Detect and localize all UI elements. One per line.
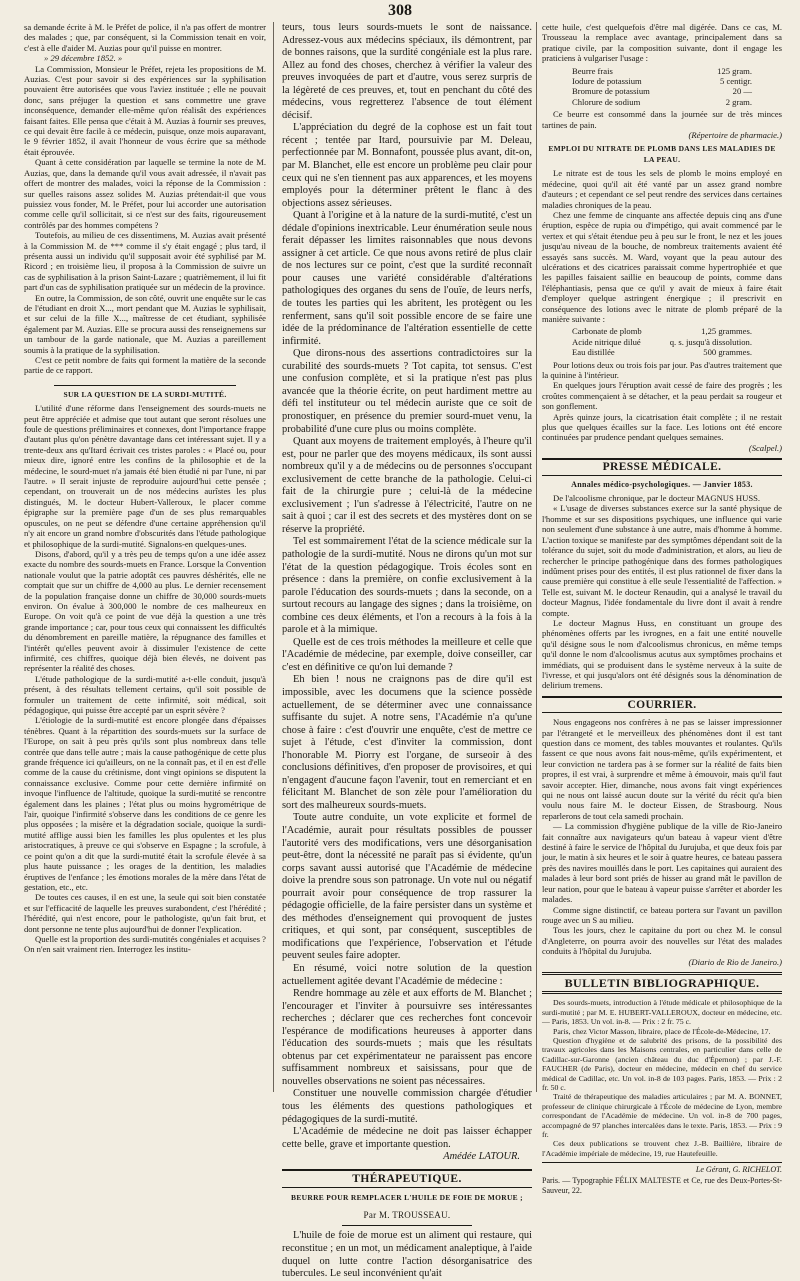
paragraph: La Commission, Monsieur le Préfet, rejeta les propositions de M. Auzias. C'est pour savoir si des expériences sur la syphilisation pouvaient être autorisées que vous l'aviez instituée ; elle ne pouvait donc, sans préjuger la question et sans commettre une grave inconséquence, demander elle-même qu'on réalisât des expériences faisant faites. Elle pensa que c'était à M. Auzias à fournir ses preuves, ce qui devait être facile à ce médecin, puisque, onze mois auparavant, le 9 février 1852, il avait l'honneur de vous écrire que sa méthode était éprouvée. xyxy=(24,63,266,157)
page-number: 308 xyxy=(388,2,412,19)
section-divider xyxy=(342,1225,472,1226)
paragraph: Le docteur Magnus Huss, en constituant un groupe des phénomènes offerts par les ivrognes, en a fait une entité nouvelle qu'il désigne sous le nom d'alcoolismus chronicus, en même temps qu'il donne le nom d'alcoolismus acutus aux symptômes prochains et immédiats, qui se produisent dans le système nerveux à la suite de l'ivresse, et qui jusqu'alors ont été désignés sous la dénomination de delirium tremens. xyxy=(542,617,782,691)
section-heading: EMPLOI DU NITRATE DE PLOMB DANS LES MALADIES DE LA PEAU. xyxy=(548,144,776,164)
source-citation: (Scalpel.) xyxy=(748,442,782,453)
paragraph: C'est ce petit nombre de faits qui forment la matière de la seconde partie de ce rapport. xyxy=(24,355,266,376)
paragraph: Quelle est de ces trois méthodes la meilleure et celle que l'Académie de médecine, par exemple, doive conseiller, car c'est en définitive ce qu'on lui demande ? xyxy=(282,636,532,673)
paragraph: Nous engageons nos confrères à ne pas se laisser impressionner par l'étrangeté et le merveilleux des phénomènes dont il est tant question dans ce moment, des tables mouvantes et roulantes. Qu'ils fassent ce que nous avons fait nous-même, qu'ils expérimentent, et leur conviction ne tardera pas à se former sur la réalité de faits bien propres, il est vrai, à surprendre et même à émouvoir, mais qu'il faut savoir accepter. Hier, dimanche, nous avons fait vingt expériences qui ne nous ont laissé aucun doute sur la vérité du récit qu'a bien voulu nous faire M. le docteur Eissen, de Strasbourg. Nous reparlerons de tout cela samedi prochain. xyxy=(542,717,782,821)
ingredient-quantity: 500 grammes. xyxy=(703,347,752,358)
paragraph: cette huile, c'est quelquefois d'être mal digérée. Dans ce cas, M. Trousseau la remplace avec avantage, principalement dans sa pratique civile, par la composition suivante, dont il engage les praticiens à vulgariser l'usage : xyxy=(542,22,782,64)
ingredient-quantity: q. s. jusqu'à dissolution. xyxy=(669,336,752,347)
ingredient-name: Carbonate de plomb xyxy=(572,326,642,337)
ingredient-quantity: 125 gram. xyxy=(717,65,752,76)
recipe-item xyxy=(572,326,752,336)
paragraph: En résumé, voici notre solution de la question actuellement agitée devant l'Académie de médecine : xyxy=(282,963,532,987)
paragraph: Eh bien ! nous ne craignons pas de dire qu'il est impossible, avec les documens que la science possède actuellement, de se déterminer avec une connaissance suffisante du sujet. A notre sens, l'Académie n'a qu'une chose à faire : c'est d'ouvrir une enquête, c'est de mettre ce sujet à l'étude, c'est d'inviter la commission, dont l'honorable M. Piorry est l'organe, de surseoir à des conclusions définitives, d'en proposer de provisoires, et qui n'engagent d'aucune façon l'avenir, tout en remerciant et en félicitant M. Blanchet de son zèle pour l'amélioration du sort des malheureux sourds-muets. xyxy=(282,674,532,811)
column-right xyxy=(542,22,782,1196)
ingredient-quantity: 5 centigr. xyxy=(720,76,752,87)
paragraph: « L'usage de diverses substances exerce sur la santé physique de l'homme et sur ses dispositions psychiques, une influence qui varie non seulement d'une substance à une autre, mais d'homme à homme. L'action toxique se manifeste par des symptômes dépendant soit de la tolérance du sujet, soit du mode d'administration, et alors, au lieu de rechercher le principe pathogénique dans des formes pathologiques indûment prises pour des entités, il est plus rationnel de fixer dans la cause première qui constitue à elle seule l'essentialité de l'affection. » Telle est, suivant M. le docteur Renaudin, qui a analysé le travail du docteur Magnus, l'idée fondamentale du livre dont il avait à rendre compte. xyxy=(542,503,782,618)
paragraph: Quelle est la proportion des surdi-mutités congéniales et acquises ? On n'en sait vraiment rien. Interrogez les institu- xyxy=(24,933,266,955)
section-divider xyxy=(54,379,236,386)
recipe-list xyxy=(572,66,782,108)
letter-date: » 29 décembre 1852. » xyxy=(44,53,123,64)
section-heading: THÉRAPEUTIQUE. xyxy=(282,1169,532,1189)
recipe-item xyxy=(572,86,752,96)
paragraph: Quant à cette considération par laquelle se termine la note de M. Auzias, que, dans la demande qu'il vous avait adressée, il n'avait pas offert de montrer des malades, voici la réponse de la Commission : sur quelles raisons assez solides M. Auzias prétendait-il que vous puissiez vous fonder, M. le Préfet, pour lui accorder une autorisation comme celle qu'il sollicitait, si ce n'est sur des faits, rigoureusement contrôlés par des hommes compétens ? xyxy=(24,157,266,230)
column-rule xyxy=(273,22,274,1092)
paragraph: Le nitrate est de tous les sels de plomb le moins employé en médecine, quoi qu'il ait été vanté par un assez grand nombre d'auteurs ; et cependant ce sel peut rendre des services dans certaines maladies chroniques de la peau. xyxy=(542,168,782,210)
paragraph: — La commission d'hygiène publique de la ville de Rio-Janeiro fait connaître aux navigateurs qu'un bateau à vapeur vient d'être destiné à faire le service de l'hôpital du Jurujuba, et que deux fois par jour, le matin à six heures et le soir à quatre heures, ce bateau passera près des navires mouillés dans le port. Les capitaines qui auraient des malades à leur bord sont priés de hisser au grand mât le pavillon de leur nation, pour que le bateau à vapeur puisse s'arrêter et aborder les malades. xyxy=(542,821,782,905)
paragraph: En outre, la Commission, de son côté, ouvrit une enquête sur le cas de l'étudiant en droit X..., mort pendant que M. Auzias le syphilisait, et sur celui de la fille X..., maîtresse de cet étudiant, syphilisée également par M. Auzias. Elle se procura aussi des renseignemens sur un tambour de la garde nationale, que M. Auzias a pareillement soumis à la pratique de la syphilisation. xyxy=(24,292,266,355)
section-heading: SUR LA QUESTION DE LA SURDI-MUTITÉ. xyxy=(63,389,227,399)
ingredient-name: Acide nitrique dilué xyxy=(572,336,641,347)
paragraph: Quant à l'origine et à la nature de la surdi-mutité, c'est un dédale d'opinions inextricable. Leur énumération seule nous ferait dépasser les limites raisonnables que nous devons assigner à cet article. Ce que nous avons retiré de plus clair de nos lectures sur ce point, c'est que la surdité reconnaît pour causes une variété considérable d'altérations pathologiques des organes du sens de l'ouïe, de leurs nerfs, de toutes les parties qui les abritent, les protègent ou les renferment, sans qu'il soit possible encore de se faire une idée de la prédominance de l'altération essentielle de cette infirmité. xyxy=(282,210,532,347)
source-citation: (Répertoire de pharmacie.) xyxy=(688,130,782,141)
managing-editor: Le Gérant, G. RICHELOT. xyxy=(695,1165,782,1175)
bibliography-entry: Traité de thérapeutique des maladies articulaires ; par M. A. BONNET, professeur de clinique chirurgicale à l'École de médecine de Lyon, membre correspondant de l'Académie de médecine. Un vol. in-8 de 700 pages, accompagné de 97 planches intercalées dans le texte. Paris, 1853. — Prix : 9 fr. xyxy=(542,1092,782,1140)
ingredient-name: Bromure de potassium xyxy=(572,86,650,97)
paragraph: Comme signe distinctif, ce bateau portera sur l'avant un pavillon rouge avec un S au milieu. xyxy=(542,904,782,925)
source-citation: (Diario de Rio de Janeiro.) xyxy=(688,956,782,967)
ingredient-name: Chlorure de sodium xyxy=(572,96,641,107)
recipe-item xyxy=(572,97,752,107)
column-rule xyxy=(536,22,537,1092)
paragraph: En quelques jours l'éruption avait cessé de faire des progrès ; les croûtes commençaient à se détacher, et la peau perdait sa rougeur et son gonflement. xyxy=(542,380,782,412)
recipe-list xyxy=(572,326,782,357)
paragraph: L'étude pathologique de la surdi-mutité a-t-elle conduit, jusqu'à présent, à des résultats tellement certains, qu'il soit possible de formuler un traitement de cette infirmité, soit médical, soit pédagogique, qui puisse être accepté par un esprit sévère ? xyxy=(24,673,266,715)
paragraph: Tous les jours, chez le capitaine du port ou chez M. le consul d'Angleterre, on pourra avoir des nouvelles sur l'état des malades conduits à l'hôpital du Jurujuba. xyxy=(542,925,782,957)
bibliography-entry: Des sourds-muets, introduction à l'étude médicale et philosophique de la surdi-mutité ; par M. E. HUBERT-VALLEROUX, docteur en médecine, etc. — Paris, 1853. Un vol. in-8. — Prix : 2 fr. 75 c. xyxy=(542,998,782,1027)
bibliography-entry: Paris, chez Victor Masson, libraire, place de l'École-de-Médecine, 17. xyxy=(553,1026,771,1036)
recipe-item xyxy=(572,337,752,347)
paragraph: L'utilité d'une réforme dans l'enseignement des sourds-muets ne peut être appréciée et admise que tout autant que seront résolues une foule de questions préliminaires et connexes, dont l'importance frappe d'autant plus qu'on pénètre davantage dans cet intéressant sujet. Il y a trente-deux ans qu'Itard écrivait ces tristes paroles : « Placé ou, pour mieux dire, ignoré entre les confins de la philosophie et de la médecine, le sourd-muet n'a jamais été bien étudié ni par l'une, ni par l'autre. » Il serait injuste de reproduire aujourd'hui cette pensée ; cependant, on trouverait un de nos médecins aurîstes les plus distingués, M. le docteur Hubert-Valleroux, le placer comme épigraphe sur la première page d'un de ses plus remarquables opuscules, on ne peut se défendre d'une certaine appréhension qu'il n'y ait encore un grand nombre d'obscurités dans l'étude pathologique et philosophique de la surdi-mutité. Signalons-en quelques-unes. xyxy=(24,403,266,549)
recipe-item xyxy=(572,66,752,76)
ingredient-name: Iodure de potassium xyxy=(572,76,642,87)
paragraph: Toutefois, au milieu de ces dissentimens, M. Auzias avait présenté à la Commission M. de *** comme il s'y était engagé ; plus tard, il présenta aussi un individu qu'il supposait avoir été syphilisé par M. Ricord ; en troisième lieu, il proposa à la Commission de suivre un cas de syphilisation à la prison Saint-Lazare ; quatrièmement, il lui fit part d'un cas de syphilisation pratiquée sur un médecin de la province. xyxy=(24,230,266,293)
paragraph: teurs, tous leurs sourds-muets le sont de naissance. Adressez-vous aux médecins spéciaux, ils démontrent, par de bonnes raisons, que la surdité congéniale est la plus rare. Allez au fond des choses, cherchez à vérifier la valeur des preuves invoquées de part et d'autre, vous serez surpris de la légèreté de ces preuves, et, tout en penchant du côté des médecins, vous regretterez l'absence de tout élément décisif. xyxy=(282,22,532,121)
bibliography xyxy=(542,998,782,1158)
recipe-item xyxy=(572,347,752,357)
article-title: BEURRE POUR REMPLACER L'HUILE DE FOIE DE MORUE ; xyxy=(291,1193,523,1203)
footer xyxy=(542,1162,782,1196)
paragraph: Rendre hommage au zèle et aux efforts de M. Blanchet ; l'encourager et l'inviter à poursuivre ses intéressantes recherches ; déclarer que ces recherches font concevoir l'espérance de modifications heureuses à apporter dans l'éducation des sourds-muets ; mais que les résultats obtenus par cet expérimentateur ne paraissent pas encore suffisamment nombreux et saisissans, pour que de nouvelles observations ne soient pas nécessaires. xyxy=(282,988,532,1087)
paragraph: Ce beurre est consommé dans la journée sur de très minces tartines de pain. xyxy=(542,109,782,130)
paragraph: L'Académie de médecine ne doit pas laisser échapper cette belle, grave et importante question. xyxy=(282,1126,532,1150)
paragraph: Pour lotions deux ou trois fois par jour. Pas d'autres traitement que la quinine à l'intérieur. xyxy=(542,359,782,380)
section-heading: BULLETIN BIBLIOGRAPHIQUE. xyxy=(542,972,782,994)
bibliography-entry: Question d'hygiène et de salubrité des prisons, de la possibilité des travaux agricoles dans les Maisons centrales, en particulier dans celle de Cadillac-sur-Garonne (ancien château du duc d'Épernon) ; par J.-F. FAUCHER (de Paris), docteur en médecine, médecin en chef du service médical de Cadillac, etc. Un vol. in-8 de 103 pages. Paris, 1853. — Prix : 2 fr. 50 c. xyxy=(542,1035,782,1092)
paragraph: Chez une femme de cinquante ans affectée depuis cinq ans d'une éruption, espèce de rupia ou d'impétigo, qui avait commencé par le vertex et qui s'était étendue peu à peu sur le front, le nez et les joues jusqu'au niveau de la bouche, de nombreux traitements avaient été essayés sans succès. M. Ward, voyant que la peau autour des ulcérations et des cicatrices paraissait comme hypertrophiée et que les papilles faisaient saillie en beaucoup de points, comme dans l'éléphantiasis, pensa que ce qu'il y avait de mieux à faire était d'employer quelque astringent énergique ; il prescrivit en conséquence des lotions avec le nitrate de plomb préparé de la manière suivante : xyxy=(542,209,782,324)
paragraph: Constituer une nouvelle commission chargée d'étudier tous les éléments des questions pathologiques et pédagogiques de la surdi-mutité. xyxy=(282,1088,532,1125)
ingredient-quantity: 2 gram. xyxy=(725,96,752,107)
ingredient-quantity: 20 — xyxy=(732,86,752,97)
paragraph: sa demande écrite à M. le Préfet de police, il n'a pas offert de montrer des malades ; que, par conséquent, si la Commission tenait en voir, c'est à elle d'aider M. Auzias pour qu'il puisse en montrer. xyxy=(24,22,266,53)
paragraph: De l'alcoolisme chronique, par le docteur MAGNUS HUSS. xyxy=(553,493,761,504)
paragraph: Que dirons-nous des assertions contradictoires sur la curabilité des sourds-muets ? Tot capita, tot sensus. C'est une confusion complète, et si la pratique n'est pas plus avancée que la théorie écrite, on peut hardiment mettre au défi tel instituteur ou tel médecin auriste que ce soit de pronostiquer, en présence du premier sourd-muet venu, la probabilité d'une cure plus ou moins complète. xyxy=(282,348,532,435)
paragraph: L'huile de foie de morue est un aliment qui restaure, qui reconstitue ; en un mot, un médicament analeptique, à l'aide duquel on lutte contre l'action désorganisatrice des tubercules. Le seul inconvénient qu'ait xyxy=(282,1230,532,1280)
paragraph: L'étiologie de la surdi-mutité est encore plongée dans d'épaisses ténèbres. Quant à la répartition des sourds-muets sur la surface de l'Europe, on sait à peu près qu'ils sont plus nombreux dans telle contrée que dans telle autre ; mais la cause pathogénique de cette plus grande fréquence ici qu'ailleurs, on ne la connaît pas, et il en est d'elle comme de la cause du crétinisme, dont vingt opinions se disputent la connaissance exclusive. Comme pour cette dernière infirmité on invoque l'influence de l'altitude, quoique la surdi-mutité se rencontre également dans les plaines ; l'état plus ou moins hygrométrique de l'air, quoique l'infirmité s'observe dans les conditions de ce genre les plus opposées ; la misère et la dégradation sociale, quoique la surdi-mutité afflige aussi bien les familles les plus opulentes et les plus aristocratiques, à preuve ce qui s'observe en Espagne ; la scrofule, à ce point qu'on a dit que la surdi-mutité était la scrofule élevée à sa plus haute puissance ; les orages de la dentition, les maladies éruptives de l'enfance ; les émotions morales de la mère dans l'état de gestation, etc., etc. xyxy=(24,715,266,892)
paragraph: Tel est sommairement l'état de la science médicale sur la pathologie de la surdi-mutité. Nous ne dirons qu'un mot sur l'état de la question pédagogique. Trois écoles sont en présence : dans la première, on confie exclusivement à la parole l'éducation des sourds-muets ; dans la seconde, on a surtout recours au langage des signes ; dans la troisième, on combine ces deux éléments, et l'on a recours à la fois à la parole et à la mimique. xyxy=(282,536,532,636)
column-middle xyxy=(282,22,532,1280)
paragraph: Toute autre conduite, un vote explicite et formel de l'Académie, aurait pour résultats possibles de pousser l'autorité vers des modifications, vers une désorganisation peut-être, dont la nécessité ne paraît pas si évidente, qu'un corps savant aussi autorisé que l'Académie de médecine doive la prendre sous son patronage. Un vote nul ou négatif pourrait avoir pour conséquence de trop rassurer la pédagogie officielle, de la faire persister dans un système et des méthodes d'enseignement qui provoquent de justes critiques, et qui sont, par conséquent, susceptibles de modifications que l'expérience, l'observation et l'étude peuvent seules faire adopter. xyxy=(282,812,532,962)
paragraph: Après quinze jours, la cicatrisation était complète ; il ne restait plus que quelques écailles sur la face. Les lotions ont été encore continuées par prudence pendant quelques semaines. xyxy=(542,411,782,443)
ingredient-quantity: 1,25 grammes. xyxy=(701,326,752,337)
bibliography-entry: Ces deux publications se trouvent chez J.-B. Baillière, libraire de l'Académie impériale de médecine, 19, rue Hautefeuille. xyxy=(542,1139,782,1158)
ingredient-name: Eau distillée xyxy=(572,347,615,358)
column-left xyxy=(24,22,266,1092)
section-heading: COURRIER. xyxy=(542,696,782,713)
paragraph: Quant aux moyens de traitement employés, à l'heure qu'il est, pour ne parler que des moyens médicaux, ils sont aussi nombreux qu'il y a de médecins ou de personnes s'occupant exclusivement de cette branche de la pathologie. Celui-ci fait de la chirurgie pure ; celui-là de la médecine exclusivement ; l'un s'adresse à l'électricité, l'autre on ne sait à quoi ; car il est des secrets et des mystères dont on se réserve la propriété. xyxy=(282,436,532,535)
printer-imprint: Paris. — Typographie FÉLIX MALTESTE et Ce, rue des Deux-Portes-St-Sauveur, 22. xyxy=(542,1175,782,1196)
article-author: Par M. TROUSSEAU. xyxy=(363,1209,451,1220)
ingredient-name: Beurre frais xyxy=(572,65,613,76)
author-signature: Amédée LATOUR. xyxy=(443,1151,520,1163)
paragraph: De toutes ces causes, il en est une, la seule qui soit bien constatée et sur l'efficacité de laquelle les preuves surabondent, c'est l'hérédité ; l'hérédité, qui n'est encore, pour le pathologiste, qu'un fait brut, et dont personne ne tente plus aujourd'hui de donner l'explication. xyxy=(24,892,266,934)
recipe-item xyxy=(572,76,752,86)
subsection-heading: Annales médico-psychologiques. — Janvier 1853. xyxy=(571,479,753,489)
paragraph: Disons, d'abord, qu'il y a très peu de temps qu'on a une idée assez exacte du nombre des sourds-muets en France. Lorsque la Convention nationale voulut que la patrie adoptât ces pauvres déshérités, elle ne comptait que sur un chiffre de 4,000 au plus. Le dernier recensement de la population française donne un chiffre de 30,000 sourds-muets environ. On évalue à 300,000 le nombre de ces malheureux en Europe. On voit qu'à ce point de vue déjà la question a une très grande importance ; car, pour tous ceux qui connaissent les difficultés du dénombrement en pareille matière, la répugnance des familles et l'intérêt qu'elles peuvent avoir à dissimuler l'existence de cette infirmité, ces chiffres, quoique déjà bien élevés, ne doivent pas représenter la réalité des choses. xyxy=(24,548,266,674)
section-heading: PRESSE MÉDICALE. xyxy=(542,458,782,475)
paragraph: L'appréciation du degré de la cophose est un fait tout récent ; tentée par Itard, poursuivie par M. Deleau, perfectionnée par M. Bonnafont, poussée plus avant, dit-on, par M. Blanchet, elle est encore un problème peu clair pour ceux qui ne s'en tiennent pas aux apparences, et les moyens employés pour la déterminer prêtent le flanc à des objections assez sérieuses. xyxy=(282,122,532,209)
